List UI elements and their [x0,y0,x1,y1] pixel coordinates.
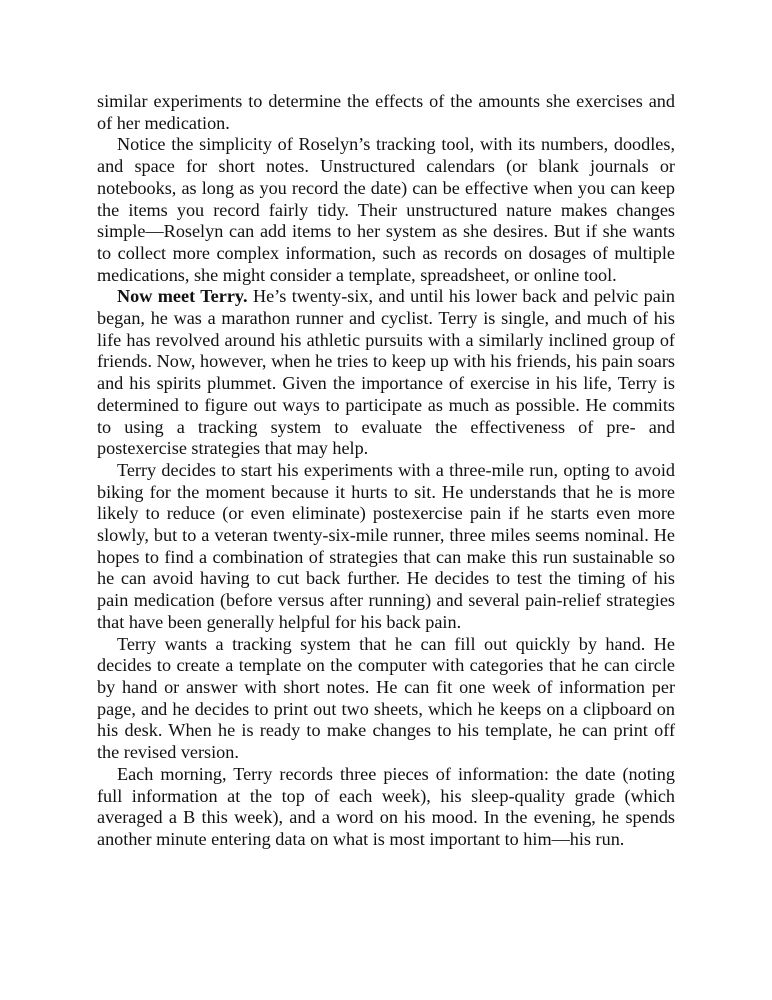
paragraph-text: He’s twenty-six, and until his lower back and pelvic pain began, he was a marathon runner and cyclist. Terry is single, and much of his life has revolved around his athletic pursuits with a similarly inclined group of friends. Now, however, when he tries to keep up with his friends, his pain soars and his spirits plummet. Given the importance of exercise in his life, Terry is determined to figure out ways to participate as much as possible. He commits to using a tracking system to evaluate the effectiveness of pre- and postexercise strategies that may help. [97,286,675,459]
paragraph-lead-in: Now meet Terry. [117,286,248,307]
paragraph-terry-morning [97,764,675,851]
paragraph-terry-template [97,634,675,764]
paragraph-roselyn-tracking-tool [97,134,675,286]
paragraph-text: Each morning, Terry records three pieces of information: the date (noting full information at the top of each week), his sleep-quality grade (which averaged a B this week), and a word on his mood. In the evening, he spends another minute entering data on what is most important to him—his run. [97,763,675,849]
paragraph-text: similar experiments to determine the effects of the amounts she exercises and of her medication. [97,91,675,133]
book-page [97,91,675,851]
paragraph-text: Terry wants a tracking system that he can fill out quickly by hand. He decides to create a template on the computer with categories that he can circle by hand or answer with short notes. He can fit one week of information per page, and he decides to print out two sheets, which he keeps on a clipboard on his desk. When he is ready to make changes to his template, he can print off the revised version. [97,633,675,763]
paragraph-continuation [97,91,675,134]
paragraph-terry-experiments [97,460,675,634]
paragraph-text: Terry decides to start his experiments with a three-mile run, opting to avoid biking for the moment because it hurts to sit. He understands that he is more likely to reduce (or even eliminate) postexercise pain if he starts even more slowly, but to a veteran twenty-six-mile runner, three miles seems nominal. He hopes to find a combination of strategies that can make this run sustainable so he can avoid having to cut back further. He decides to test the timing of his pain medication (before versus after running) and several pain-relief strategies that have been generally helpful for his back pain. [97,459,675,632]
paragraph-text: Notice the simplicity of Roselyn’s tracking tool, with its numbers, doodles, and space for short notes. Unstructured calendars (or blank journals or notebooks, as long as you record the date) can be effective when you can keep the items you record fairly tidy. Their unstructured nature makes changes simple—Roselyn can add items to her system as she desires. But if she wants to collect more complex information, such as records on dosages of multiple medications, she might consider a template, spreadsheet, or online tool. [97,134,675,285]
paragraph-meet-terry [97,286,675,460]
